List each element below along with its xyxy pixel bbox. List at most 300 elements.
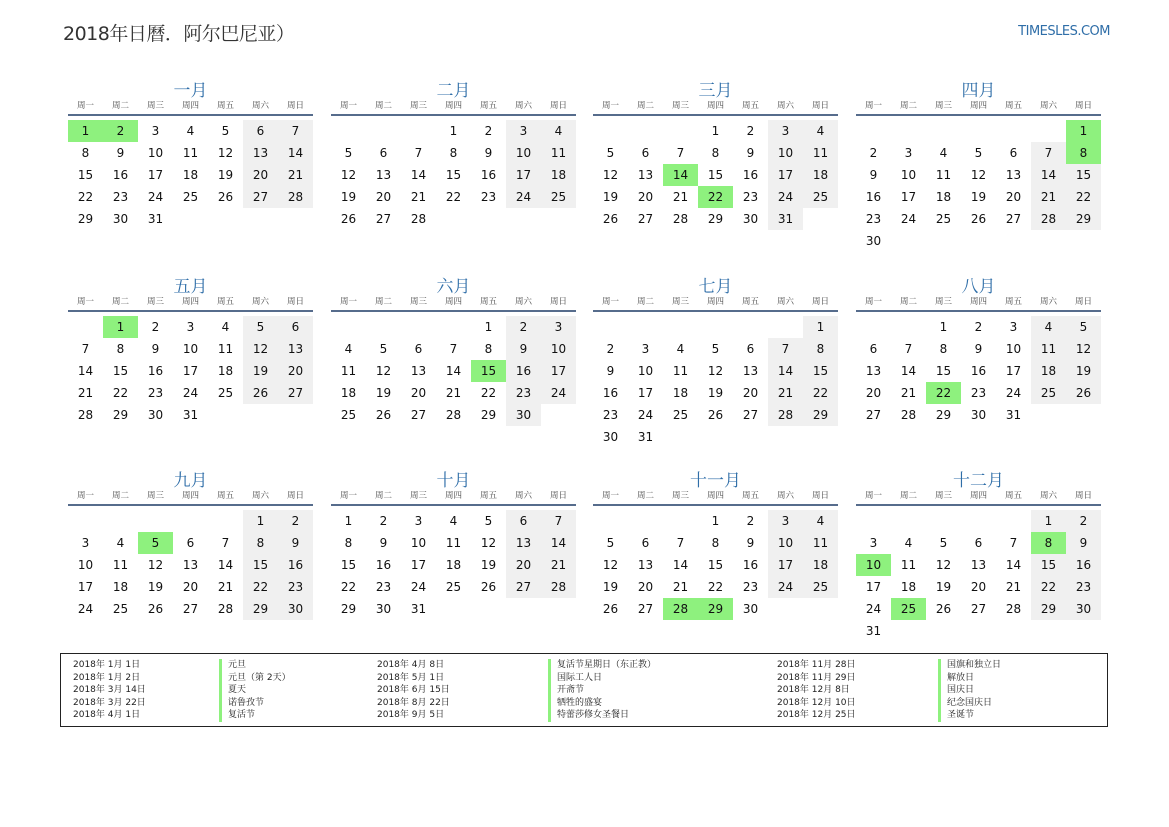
day-cell[interactable]: 23 <box>742 580 759 594</box>
day-cell[interactable]: 16 <box>147 364 164 378</box>
day-cell[interactable]: 12 <box>243 338 278 360</box>
day-cell[interactable]: 30 <box>602 430 619 444</box>
day-cell[interactable]: 24 <box>1005 386 1022 400</box>
day-cell[interactable]: 11 <box>672 364 689 378</box>
day-cell[interactable]: 10 <box>182 342 199 356</box>
day-cell[interactable]: 19 <box>935 580 952 594</box>
day-cell[interactable]: 15 <box>803 360 838 382</box>
day-cell[interactable]: 28 <box>672 212 689 226</box>
day-cell[interactable]: 4 <box>186 124 195 138</box>
day-cell[interactable]: 19 <box>602 580 619 594</box>
day-cell[interactable]: 26 <box>602 212 619 226</box>
day-cell[interactable]: 26 <box>602 602 619 616</box>
day-cell[interactable]: 20 <box>243 164 278 186</box>
day-cell[interactable]: 25 <box>112 602 129 616</box>
day-cell[interactable]: 6 <box>414 342 423 356</box>
day-cell[interactable]: 28 <box>541 576 576 598</box>
day-cell[interactable]: 2 <box>278 510 313 532</box>
day-cell[interactable]: 3 <box>414 514 423 528</box>
day-cell[interactable]: 18 <box>900 580 917 594</box>
day-cell[interactable]: 18 <box>1031 360 1066 382</box>
day-cell[interactable]: 8 <box>449 146 458 160</box>
day-cell[interactable]: 25 <box>1031 382 1066 404</box>
day-cell[interactable]: 27 <box>865 408 882 422</box>
day-cell[interactable]: 17 <box>768 164 803 186</box>
holiday-day-cell[interactable]: 8 <box>1031 532 1066 554</box>
day-cell[interactable]: 6 <box>869 342 878 356</box>
day-cell[interactable]: 28 <box>900 408 917 422</box>
day-cell[interactable]: 29 <box>243 598 278 620</box>
day-cell[interactable]: 27 <box>970 602 987 616</box>
day-cell[interactable]: 26 <box>935 602 952 616</box>
day-cell[interactable]: 5 <box>243 316 278 338</box>
day-cell[interactable]: 6 <box>641 536 650 550</box>
day-cell[interactable]: 1 <box>711 514 720 528</box>
day-cell[interactable]: 21 <box>672 190 689 204</box>
day-cell[interactable]: 11 <box>182 146 199 160</box>
day-cell[interactable]: 14 <box>900 364 917 378</box>
day-cell[interactable]: 9 <box>746 146 755 160</box>
day-cell[interactable]: 2 <box>1066 510 1101 532</box>
day-cell[interactable]: 23 <box>602 408 619 422</box>
day-cell[interactable]: 20 <box>1005 190 1022 204</box>
day-cell[interactable]: 27 <box>375 212 392 226</box>
day-cell[interactable]: 3 <box>506 120 541 142</box>
day-cell[interactable]: 10 <box>768 532 803 554</box>
day-cell[interactable]: 1 <box>711 124 720 138</box>
day-cell[interactable]: 24 <box>768 576 803 598</box>
day-cell[interactable]: 27 <box>506 576 541 598</box>
day-cell[interactable]: 22 <box>480 386 497 400</box>
day-cell[interactable]: 24 <box>865 602 882 616</box>
day-cell[interactable]: 18 <box>672 386 689 400</box>
day-cell[interactable]: 17 <box>410 558 427 572</box>
day-cell[interactable]: 21 <box>768 382 803 404</box>
holiday-day-cell[interactable]: 10 <box>856 554 891 576</box>
day-cell[interactable]: 17 <box>768 554 803 576</box>
day-cell[interactable]: 20 <box>182 580 199 594</box>
day-cell[interactable]: 5 <box>344 146 353 160</box>
day-cell[interactable]: 26 <box>1066 382 1101 404</box>
day-cell[interactable]: 21 <box>541 554 576 576</box>
day-cell[interactable]: 14 <box>77 364 94 378</box>
day-cell[interactable]: 3 <box>81 536 90 550</box>
day-cell[interactable]: 25 <box>182 190 199 204</box>
day-cell[interactable]: 27 <box>243 186 278 208</box>
day-cell[interactable]: 12 <box>217 146 234 160</box>
day-cell[interactable]: 5 <box>939 536 948 550</box>
day-cell[interactable]: 15 <box>707 558 724 572</box>
day-cell[interactable]: 18 <box>112 580 129 594</box>
day-cell[interactable]: 7 <box>221 536 230 550</box>
day-cell[interactable]: 20 <box>506 554 541 576</box>
day-cell[interactable]: 29 <box>707 212 724 226</box>
day-cell[interactable]: 22 <box>445 190 462 204</box>
day-cell[interactable]: 25 <box>217 386 234 400</box>
holiday-day-cell[interactable]: 8 <box>1066 142 1101 164</box>
day-cell[interactable]: 19 <box>970 190 987 204</box>
day-cell[interactable]: 16 <box>742 168 759 182</box>
day-cell[interactable]: 16 <box>506 360 541 382</box>
day-cell[interactable]: 19 <box>243 360 278 382</box>
day-cell[interactable]: 7 <box>676 536 685 550</box>
day-cell[interactable]: 14 <box>445 364 462 378</box>
day-cell[interactable]: 8 <box>344 536 353 550</box>
day-cell[interactable]: 29 <box>1066 208 1101 230</box>
holiday-day-cell[interactable]: 28 <box>663 598 698 620</box>
day-cell[interactable]: 17 <box>147 168 164 182</box>
day-cell[interactable]: 14 <box>672 558 689 572</box>
day-cell[interactable]: 23 <box>375 580 392 594</box>
day-cell[interactable]: 28 <box>410 212 427 226</box>
day-cell[interactable]: 30 <box>112 212 129 226</box>
day-cell[interactable]: 12 <box>935 558 952 572</box>
day-cell[interactable]: 19 <box>480 558 497 572</box>
day-cell[interactable]: 25 <box>803 186 838 208</box>
day-cell[interactable]: 16 <box>970 364 987 378</box>
day-cell[interactable]: 14 <box>217 558 234 572</box>
day-cell[interactable]: 31 <box>865 624 882 638</box>
day-cell[interactable]: 24 <box>410 580 427 594</box>
day-cell[interactable]: 3 <box>768 510 803 532</box>
holiday-day-cell[interactable]: 15 <box>471 360 506 382</box>
day-cell[interactable]: 24 <box>77 602 94 616</box>
day-cell[interactable]: 22 <box>243 576 278 598</box>
day-cell[interactable]: 17 <box>77 580 94 594</box>
day-cell[interactable]: 23 <box>278 576 313 598</box>
day-cell[interactable]: 9 <box>506 338 541 360</box>
day-cell[interactable]: 18 <box>803 554 838 576</box>
day-cell[interactable]: 5 <box>606 146 615 160</box>
day-cell[interactable]: 11 <box>935 168 952 182</box>
day-cell[interactable]: 3 <box>151 124 160 138</box>
day-cell[interactable]: 1 <box>243 510 278 532</box>
day-cell[interactable]: 4 <box>221 320 230 334</box>
day-cell[interactable]: 30 <box>147 408 164 422</box>
day-cell[interactable]: 26 <box>970 212 987 226</box>
day-cell[interactable]: 5 <box>974 146 983 160</box>
day-cell[interactable]: 12 <box>970 168 987 182</box>
day-cell[interactable]: 6 <box>278 316 313 338</box>
day-cell[interactable]: 4 <box>904 536 913 550</box>
day-cell[interactable]: 26 <box>217 190 234 204</box>
day-cell[interactable]: 23 <box>112 190 129 204</box>
day-cell[interactable]: 25 <box>340 408 357 422</box>
day-cell[interactable]: 14 <box>1031 164 1066 186</box>
day-cell[interactable]: 10 <box>541 338 576 360</box>
day-cell[interactable]: 31 <box>768 208 803 230</box>
day-cell[interactable]: 13 <box>506 532 541 554</box>
day-cell[interactable]: 28 <box>768 404 803 426</box>
day-cell[interactable]: 30 <box>1066 598 1101 620</box>
day-cell[interactable]: 16 <box>278 554 313 576</box>
day-cell[interactable]: 20 <box>742 386 759 400</box>
day-cell[interactable]: 15 <box>77 168 94 182</box>
day-cell[interactable]: 1 <box>803 316 838 338</box>
day-cell[interactable]: 1 <box>484 320 493 334</box>
day-cell[interactable]: 19 <box>602 190 619 204</box>
day-cell[interactable]: 9 <box>606 364 615 378</box>
day-cell[interactable]: 28 <box>77 408 94 422</box>
day-cell[interactable]: 10 <box>637 364 654 378</box>
day-cell[interactable]: 15 <box>243 554 278 576</box>
day-cell[interactable]: 20 <box>637 190 654 204</box>
day-cell[interactable]: 20 <box>865 386 882 400</box>
day-cell[interactable]: 6 <box>243 120 278 142</box>
day-cell[interactable]: 20 <box>410 386 427 400</box>
day-cell[interactable]: 27 <box>637 212 654 226</box>
day-cell[interactable]: 24 <box>900 212 917 226</box>
day-cell[interactable]: 22 <box>803 382 838 404</box>
day-cell[interactable]: 15 <box>935 364 952 378</box>
day-cell[interactable]: 19 <box>340 190 357 204</box>
day-cell[interactable]: 8 <box>81 146 90 160</box>
holiday-day-cell[interactable]: 1 <box>68 120 103 142</box>
day-cell[interactable]: 29 <box>77 212 94 226</box>
day-cell[interactable]: 13 <box>970 558 987 572</box>
day-cell[interactable]: 29 <box>935 408 952 422</box>
day-cell[interactable]: 10 <box>410 536 427 550</box>
day-cell[interactable]: 27 <box>182 602 199 616</box>
holiday-day-cell[interactable]: 29 <box>698 598 733 620</box>
day-cell[interactable]: 6 <box>974 536 983 550</box>
day-cell[interactable]: 30 <box>375 602 392 616</box>
day-cell[interactable]: 4 <box>939 146 948 160</box>
day-cell[interactable]: 19 <box>375 386 392 400</box>
day-cell[interactable]: 18 <box>935 190 952 204</box>
day-cell[interactable]: 16 <box>480 168 497 182</box>
day-cell[interactable]: 15 <box>1031 554 1066 576</box>
day-cell[interactable]: 12 <box>147 558 164 572</box>
day-cell[interactable]: 15 <box>445 168 462 182</box>
day-cell[interactable]: 14 <box>541 532 576 554</box>
day-cell[interactable]: 29 <box>340 602 357 616</box>
day-cell[interactable]: 22 <box>1066 186 1101 208</box>
day-cell[interactable]: 22 <box>340 580 357 594</box>
day-cell[interactable]: 21 <box>672 580 689 594</box>
day-cell[interactable]: 24 <box>506 186 541 208</box>
day-cell[interactable]: 31 <box>410 602 427 616</box>
day-cell[interactable]: 6 <box>186 536 195 550</box>
day-cell[interactable]: 11 <box>217 342 234 356</box>
day-cell[interactable]: 8 <box>243 532 278 554</box>
day-cell[interactable]: 29 <box>1031 598 1066 620</box>
day-cell[interactable]: 3 <box>541 316 576 338</box>
day-cell[interactable]: 26 <box>243 382 278 404</box>
day-cell[interactable]: 6 <box>641 146 650 160</box>
day-cell[interactable]: 8 <box>711 146 720 160</box>
day-cell[interactable]: 4 <box>803 120 838 142</box>
day-cell[interactable]: 2 <box>974 320 983 334</box>
day-cell[interactable]: 11 <box>803 142 838 164</box>
day-cell[interactable]: 10 <box>900 168 917 182</box>
day-cell[interactable]: 29 <box>112 408 129 422</box>
day-cell[interactable]: 21 <box>77 386 94 400</box>
day-cell[interactable]: 30 <box>278 598 313 620</box>
day-cell[interactable]: 2 <box>151 320 160 334</box>
day-cell[interactable]: 19 <box>217 168 234 182</box>
day-cell[interactable]: 13 <box>637 168 654 182</box>
brand-logo[interactable]: TIMESLES.COM <box>1018 24 1110 39</box>
day-cell[interactable]: 1 <box>344 514 353 528</box>
day-cell[interactable]: 16 <box>375 558 392 572</box>
day-cell[interactable]: 9 <box>974 342 983 356</box>
day-cell[interactable]: 16 <box>602 386 619 400</box>
day-cell[interactable]: 23 <box>1066 576 1101 598</box>
day-cell[interactable]: 5 <box>606 536 615 550</box>
day-cell[interactable]: 6 <box>506 510 541 532</box>
day-cell[interactable]: 21 <box>900 386 917 400</box>
day-cell[interactable]: 5 <box>484 514 493 528</box>
day-cell[interactable]: 20 <box>637 580 654 594</box>
day-cell[interactable]: 23 <box>742 190 759 204</box>
day-cell[interactable]: 17 <box>865 580 882 594</box>
day-cell[interactable]: 27 <box>1005 212 1022 226</box>
day-cell[interactable]: 17 <box>541 360 576 382</box>
day-cell[interactable]: 26 <box>340 212 357 226</box>
day-cell[interactable]: 26 <box>147 602 164 616</box>
day-cell[interactable]: 4 <box>344 342 353 356</box>
day-cell[interactable]: 6 <box>746 342 755 356</box>
day-cell[interactable]: 2 <box>869 146 878 160</box>
holiday-day-cell[interactable]: 5 <box>138 532 173 554</box>
day-cell[interactable]: 10 <box>768 142 803 164</box>
day-cell[interactable]: 9 <box>278 532 313 554</box>
day-cell[interactable]: 30 <box>742 212 759 226</box>
day-cell[interactable]: 26 <box>707 408 724 422</box>
day-cell[interactable]: 22 <box>77 190 94 204</box>
day-cell[interactable]: 4 <box>676 342 685 356</box>
day-cell[interactable]: 12 <box>375 364 392 378</box>
day-cell[interactable]: 21 <box>217 580 234 594</box>
day-cell[interactable]: 12 <box>1066 338 1101 360</box>
day-cell[interactable]: 8 <box>484 342 493 356</box>
day-cell[interactable]: 9 <box>484 146 493 160</box>
day-cell[interactable]: 3 <box>1009 320 1018 334</box>
day-cell[interactable]: 1 <box>449 124 458 138</box>
day-cell[interactable]: 28 <box>278 186 313 208</box>
day-cell[interactable]: 4 <box>449 514 458 528</box>
day-cell[interactable]: 7 <box>676 146 685 160</box>
day-cell[interactable]: 3 <box>869 536 878 550</box>
day-cell[interactable]: 4 <box>116 536 125 550</box>
day-cell[interactable]: 9 <box>869 168 878 182</box>
day-cell[interactable]: 21 <box>1031 186 1066 208</box>
day-cell[interactable]: 26 <box>375 408 392 422</box>
day-cell[interactable]: 12 <box>602 168 619 182</box>
day-cell[interactable]: 11 <box>112 558 129 572</box>
day-cell[interactable]: 21 <box>410 190 427 204</box>
day-cell[interactable]: 15 <box>707 168 724 182</box>
day-cell[interactable]: 11 <box>445 536 462 550</box>
day-cell[interactable]: 30 <box>865 234 882 248</box>
day-cell[interactable]: 18 <box>340 386 357 400</box>
day-cell[interactable]: 14 <box>410 168 427 182</box>
day-cell[interactable]: 6 <box>379 146 388 160</box>
day-cell[interactable]: 27 <box>742 408 759 422</box>
day-cell[interactable]: 2 <box>379 514 388 528</box>
day-cell[interactable]: 13 <box>742 364 759 378</box>
day-cell[interactable]: 4 <box>1031 316 1066 338</box>
day-cell[interactable]: 20 <box>278 360 313 382</box>
holiday-day-cell[interactable]: 22 <box>926 382 961 404</box>
day-cell[interactable]: 8 <box>803 338 838 360</box>
day-cell[interactable]: 20 <box>375 190 392 204</box>
day-cell[interactable]: 9 <box>116 146 125 160</box>
day-cell[interactable]: 10 <box>1005 342 1022 356</box>
day-cell[interactable]: 18 <box>182 168 199 182</box>
day-cell[interactable]: 25 <box>803 576 838 598</box>
day-cell[interactable]: 22 <box>707 580 724 594</box>
day-cell[interactable]: 5 <box>221 124 230 138</box>
day-cell[interactable]: 18 <box>445 558 462 572</box>
day-cell[interactable]: 7 <box>768 338 803 360</box>
day-cell[interactable]: 17 <box>182 364 199 378</box>
day-cell[interactable]: 2 <box>484 124 493 138</box>
day-cell[interactable]: 8 <box>939 342 948 356</box>
day-cell[interactable]: 17 <box>900 190 917 204</box>
day-cell[interactable]: 10 <box>506 142 541 164</box>
day-cell[interactable]: 25 <box>935 212 952 226</box>
holiday-day-cell[interactable]: 1 <box>103 316 138 338</box>
day-cell[interactable]: 4 <box>803 510 838 532</box>
day-cell[interactable]: 31 <box>1005 408 1022 422</box>
day-cell[interactable]: 12 <box>707 364 724 378</box>
day-cell[interactable]: 2 <box>746 514 755 528</box>
day-cell[interactable]: 23 <box>147 386 164 400</box>
day-cell[interactable]: 16 <box>112 168 129 182</box>
day-cell[interactable]: 13 <box>637 558 654 572</box>
day-cell[interactable]: 3 <box>768 120 803 142</box>
day-cell[interactable]: 19 <box>707 386 724 400</box>
day-cell[interactable]: 25 <box>541 186 576 208</box>
day-cell[interactable]: 14 <box>278 142 313 164</box>
day-cell[interactable]: 1 <box>939 320 948 334</box>
day-cell[interactable]: 13 <box>243 142 278 164</box>
day-cell[interactable]: 19 <box>147 580 164 594</box>
day-cell[interactable]: 16 <box>865 190 882 204</box>
day-cell[interactable]: 21 <box>278 164 313 186</box>
day-cell[interactable]: 14 <box>768 360 803 382</box>
day-cell[interactable]: 5 <box>711 342 720 356</box>
day-cell[interactable]: 11 <box>541 142 576 164</box>
day-cell[interactable]: 22 <box>112 386 129 400</box>
day-cell[interactable]: 11 <box>340 364 357 378</box>
day-cell[interactable]: 12 <box>602 558 619 572</box>
day-cell[interactable]: 31 <box>637 430 654 444</box>
day-cell[interactable]: 16 <box>742 558 759 572</box>
day-cell[interactable]: 13 <box>1005 168 1022 182</box>
day-cell[interactable]: 7 <box>449 342 458 356</box>
day-cell[interactable]: 13 <box>278 338 313 360</box>
day-cell[interactable]: 11 <box>803 532 838 554</box>
day-cell[interactable]: 29 <box>480 408 497 422</box>
day-cell[interactable]: 18 <box>541 164 576 186</box>
day-cell[interactable]: 2 <box>606 342 615 356</box>
day-cell[interactable]: 7 <box>1031 142 1066 164</box>
day-cell[interactable]: 15 <box>112 364 129 378</box>
day-cell[interactable]: 9 <box>1066 532 1101 554</box>
day-cell[interactable]: 23 <box>480 190 497 204</box>
day-cell[interactable]: 7 <box>904 342 913 356</box>
day-cell[interactable]: 23 <box>506 382 541 404</box>
holiday-day-cell[interactable]: 14 <box>663 164 698 186</box>
holiday-day-cell[interactable]: 2 <box>103 120 138 142</box>
day-cell[interactable]: 11 <box>1031 338 1066 360</box>
day-cell[interactable]: 27 <box>410 408 427 422</box>
day-cell[interactable]: 21 <box>1005 580 1022 594</box>
day-cell[interactable]: 30 <box>742 602 759 616</box>
